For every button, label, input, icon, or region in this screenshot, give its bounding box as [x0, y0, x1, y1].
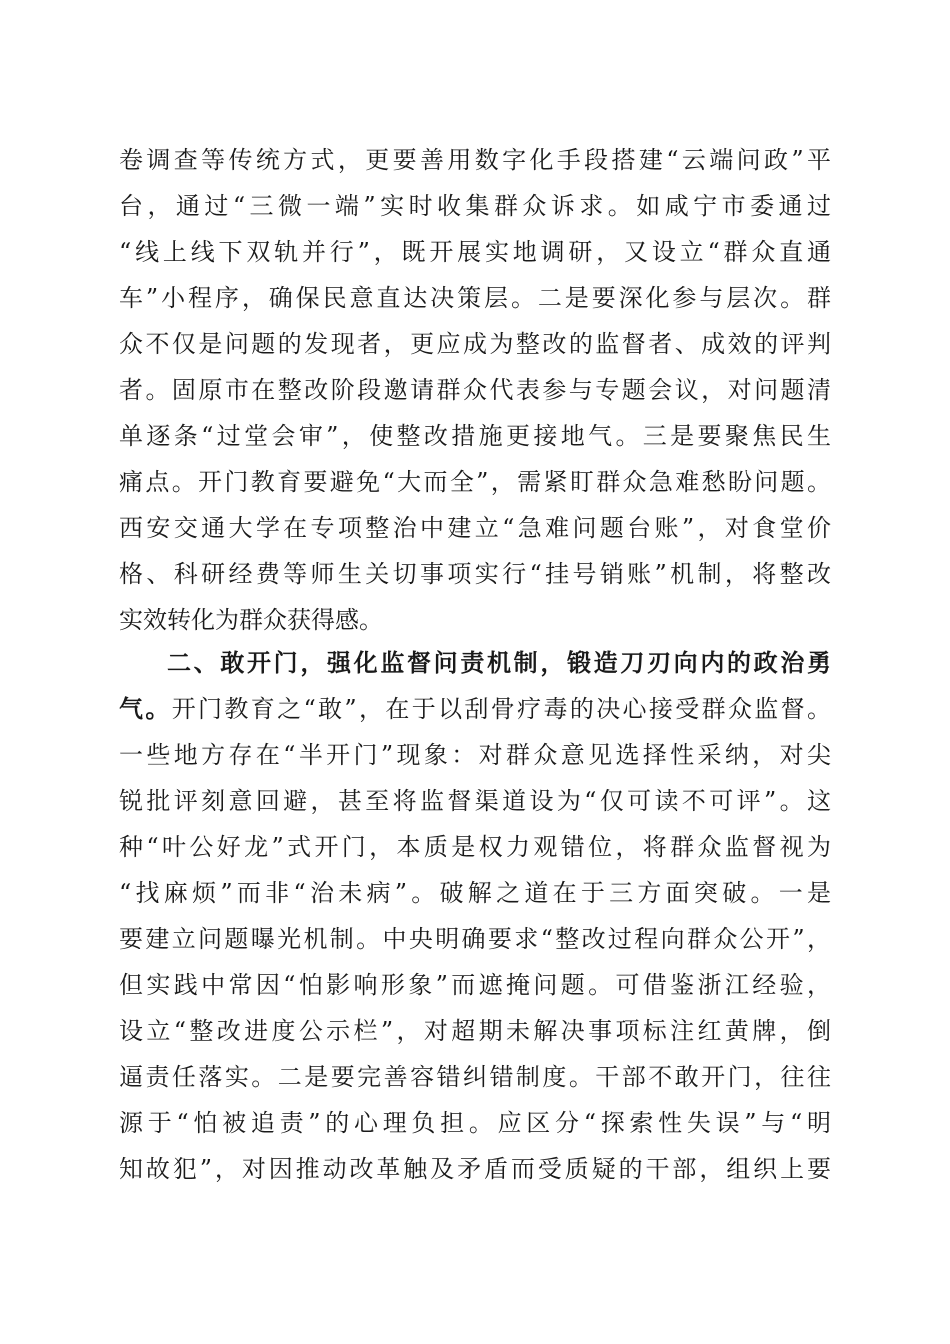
section-heading-end: 气。: [119, 695, 172, 723]
text-line: 但实践中常因“怕影响形象”而遮掩问题。可借鉴浙江经验，: [119, 971, 831, 999]
text-line: 设立“整改进度公示栏”，对超期未解决事项标注红黄牌，倒: [119, 1017, 831, 1045]
text-line: 格、科研经费等师生关切事项实行“挂号销账”机制，将整改: [119, 560, 831, 588]
text-line: 单逐条“过堂会审”，使整改措施更接地气。三是要聚焦民生: [119, 422, 831, 450]
section-heading: 二、敢开门，强化监督问责机制，锻造刀刃向内的政治勇: [167, 649, 831, 677]
text-line: 知故犯”，对因推动改革触及矛盾而受质疑的干部，组织上要: [119, 1155, 831, 1183]
text-line: 卷调查等传统方式，更要善用数字化手段搭建“云端问政”平: [119, 146, 831, 174]
text-span: 开门教育之“敢”，在于以刮骨疗毒的决心接受群众监督。: [171, 695, 831, 723]
text-line: 实效转化为群众获得感。: [119, 606, 383, 634]
text-line: 种“叶公好龙”式开门，本质是权力观错位，将群众监督视为: [119, 833, 831, 861]
text-line: 一些地方存在“半开门”现象：对群众意见选择性采纳，对尖: [119, 741, 831, 769]
text-line: 要建立问题曝光机制。中央明确要求“整改过程向群众公开”，: [119, 925, 831, 953]
text-line: 锐批评刻意回避，甚至将监督渠道设为“仅可读不可评”。这: [119, 787, 831, 815]
text-line: 痛点。开门教育要避免“大而全”，需紧盯群众急难愁盼问题。: [119, 468, 831, 496]
text-line: 逼责任落实。二是要完善容错纠错制度。干部不敢开门，往往: [119, 1063, 831, 1091]
text-line: 源于“怕被追责”的心理负担。应区分“探索性失误”与“明: [119, 1109, 831, 1137]
text-line: 众不仅是问题的发现者，更应成为整改的监督者、成效的评判: [119, 330, 831, 358]
text-line: 西安交通大学在专项整治中建立“急难问题台账”，对食堂价: [119, 514, 831, 542]
text-line: 台，通过“三微一端”实时收集群众诉求。如咸宁市委通过: [119, 192, 831, 220]
text-line: “找麻烦”而非“治未病”。破解之道在于三方面突破。一是: [119, 879, 831, 907]
text-line: 者。固原市在整改阶段邀请群众代表参与专题会议，对问题清: [119, 376, 831, 404]
text-line: [119, 689, 831, 729]
text-line: “线上线下双轨并行”，既开展实地调研，又设立“群众直通: [119, 238, 831, 266]
text-line: 车”小程序，确保民意直达决策层。二是要深化参与层次。群: [119, 284, 831, 312]
